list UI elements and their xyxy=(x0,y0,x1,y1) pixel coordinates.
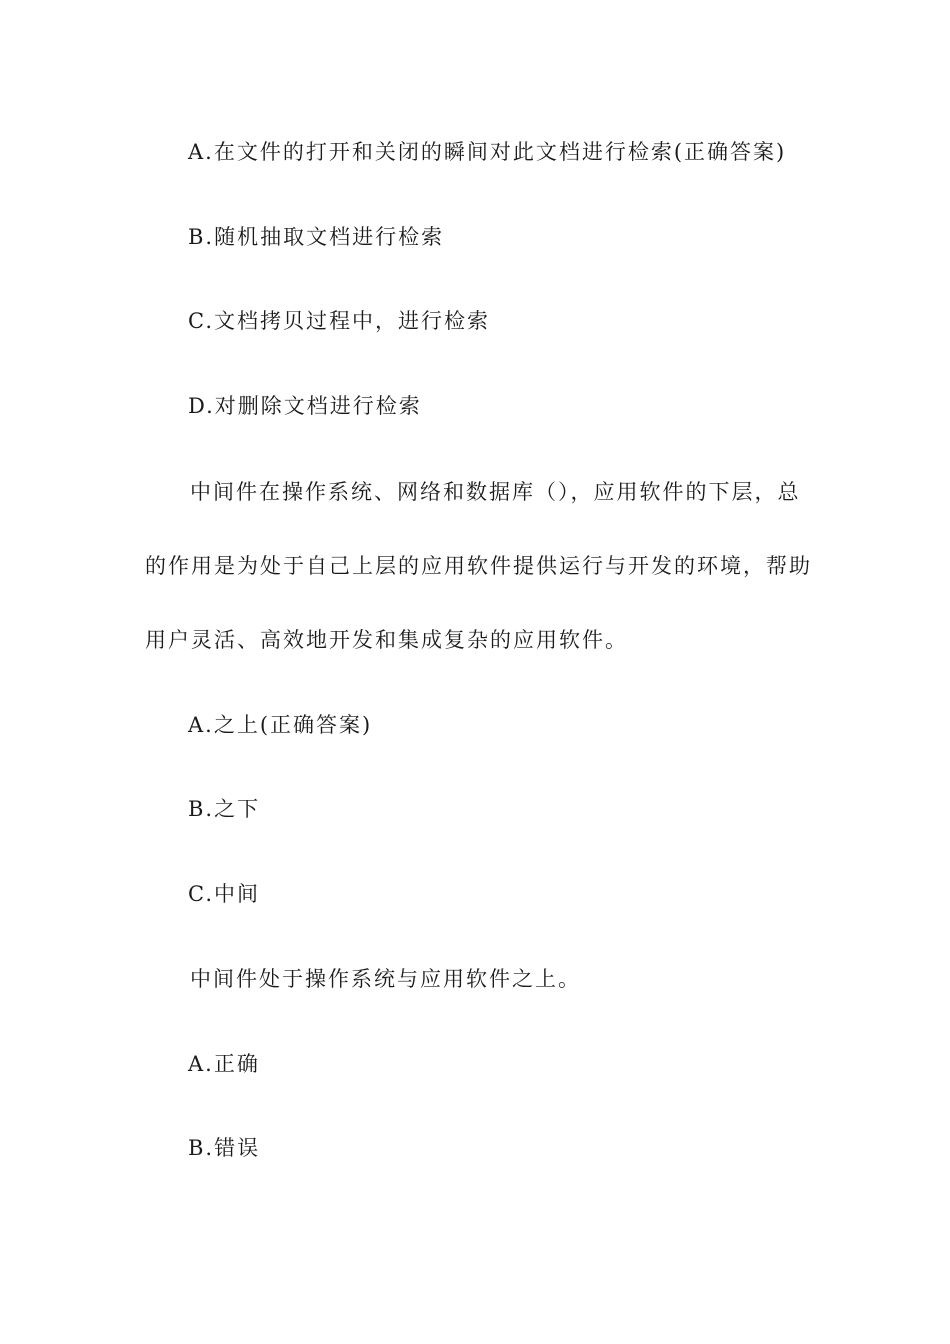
q2-option-b: B.之下 xyxy=(188,797,261,821)
q2-option-a: A.之上(正确答案) xyxy=(188,713,373,737)
q1-option-d: D.对删除文档进行检索 xyxy=(188,394,422,418)
q3-option-b: B.错误 xyxy=(188,1136,261,1160)
q2-question-line-3: 用户灵活、高效地开发和集成复杂的应用软件。 xyxy=(145,628,628,652)
q1-option-b: B.随机抽取文档进行检索 xyxy=(188,225,445,249)
q3-question: 中间件处于操作系统与应用软件之上。 xyxy=(190,967,581,991)
q1-option-c: C.文档拷贝过程中，进行检索 xyxy=(188,309,490,333)
q2-option-c: C.中间 xyxy=(188,882,260,906)
q2-question-line-2: 的作用是为处于自己上层的应用软件提供运行与开发的环境，帮助 xyxy=(145,554,812,578)
q2-question-line-1: 中间件在操作系统、网络和数据库（），应用软件的下层，总 xyxy=(190,480,801,504)
q1-option-a: A.在文件的打开和关闭的瞬间对此文档进行检索(正确答案) xyxy=(188,140,787,164)
q3-option-a: A.正确 xyxy=(188,1052,260,1076)
